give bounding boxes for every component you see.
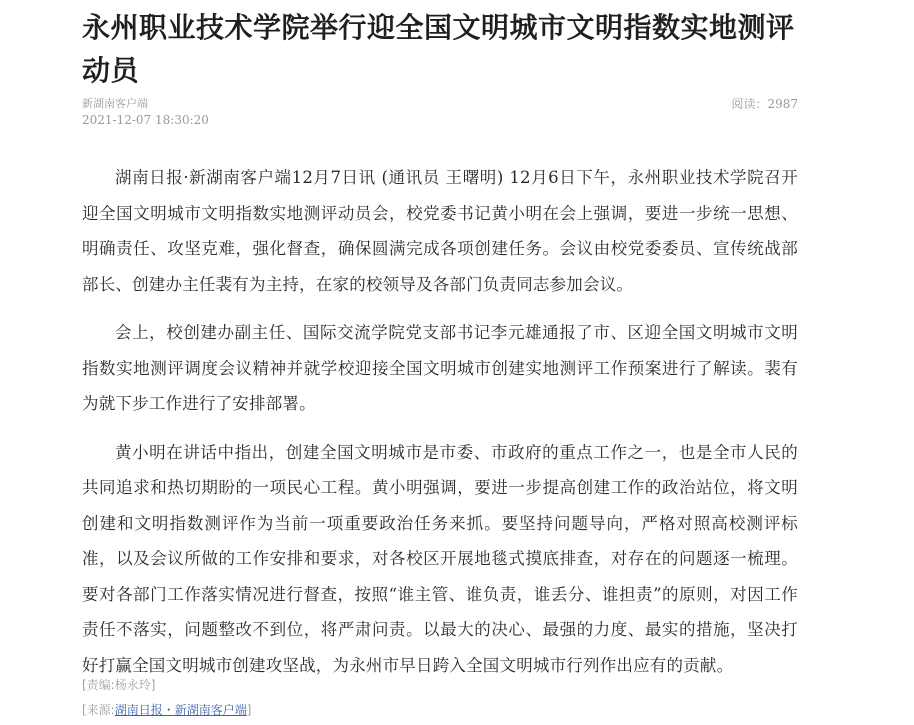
source-suffix: ] bbox=[246, 703, 252, 717]
article-paragraph-2: 会上，校创建办副主任、国际交流学院党支部书记李元雄通报了市、区迎全国文明城市文明指数实地测评调度会议精神并就学校迎接全国文明城市创建实地测评工作预案进行了解读。裴有为就下步工作进行了安排部署。 bbox=[82, 323, 798, 413]
article-body bbox=[82, 160, 798, 696]
article-title: 永州职业技术学院举行迎全国文明城市文明指数实地测评动员 bbox=[82, 11, 795, 87]
source-credit bbox=[82, 701, 251, 718]
article-paragraph-3: 黄小明在讲话中指出，创建全国文明城市是市委、市政府的重点工作之一，也是全市人民的共同追求和热切期盼的一项民心工程。黄小明强调，要进一步提高创建工作的政治站位，将文明创建和文明指数测评作为当前一项重要政治任务来抓。要坚持问题导向，严格对照高校测评标准，以及会议所做的工作安排和要求，对各校区开展地毯式摸底排查，对存在的问题逐一梳理。要对各部门工作落实情况进行督查，按照“谁主管、谁负责，谁丢分、谁担责”的原则，对因工作责任不落实，问题整改不到位，将严肃问责。以最大的决心、最强的力度、最实的措施，坚决打好打赢全国文明城市创建攻坚战，为永州市早日跨入全国文明城市行列作出应有的贡献。 bbox=[82, 442, 798, 675]
source-link[interactable]: 湖南日报・新湖南客户端 bbox=[114, 703, 247, 717]
source-prefix: [来源: bbox=[82, 703, 115, 717]
article-source: 新湖南客户端 bbox=[82, 97, 148, 110]
article-paragraph-1: 湖南日报·新湖南客户端12月7日讯 (通讯员 王曙明) 12月6日下午，永州职业技术学院召开迎全国文明城市文明指数实地测评动员会，校党委书记黄小明在会上强调，要进一步统一思想、明确责任、攻坚克难，强化督查，确保圆满完成各项创建任务。会议由校党委委员、宣传统战部部长、创建办主任裴有为主持，在家的校领导及各部门负责同志参加会议。 bbox=[82, 168, 798, 294]
read-count: 阅读：2987 bbox=[731, 97, 798, 111]
article-datetime: 2021-12-07 18:30:20 bbox=[82, 113, 209, 127]
editor-credit: [责编:杨永玲] bbox=[82, 678, 156, 692]
